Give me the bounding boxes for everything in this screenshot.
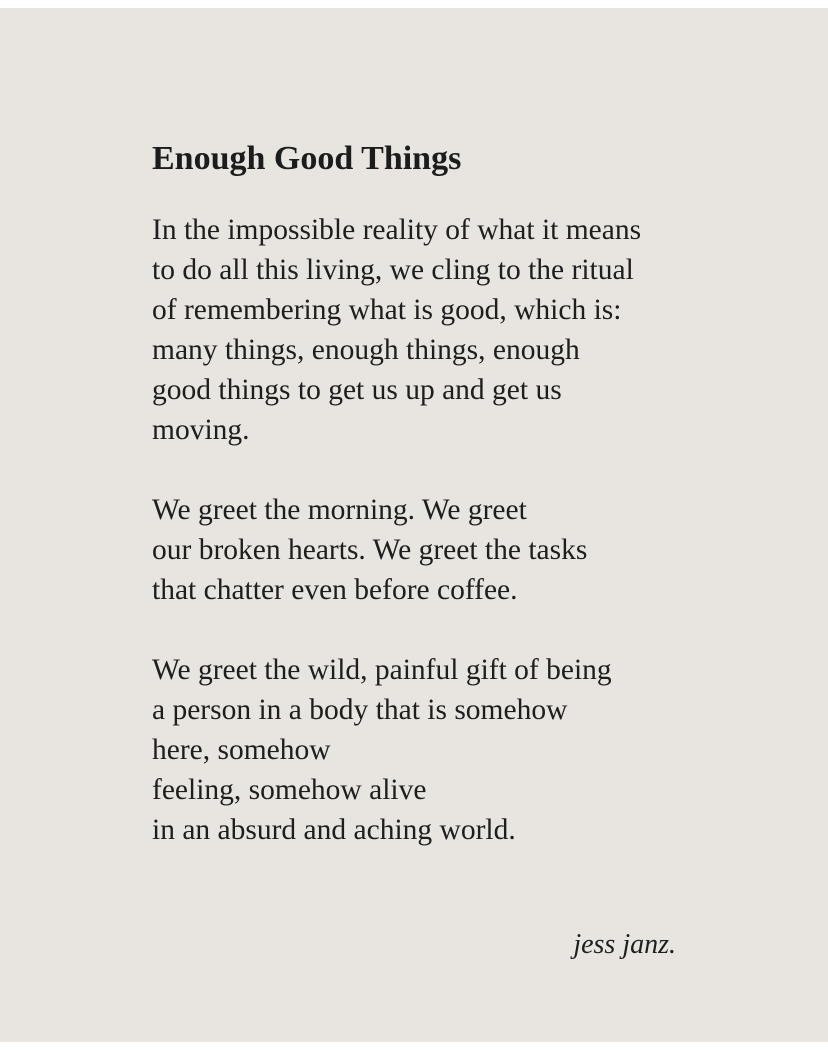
poem-card [0, 8, 828, 1042]
poem-line: our broken hearts. We greet the tasks [152, 534, 588, 566]
stanza-3 [152, 650, 772, 850]
poem-line: moving. [152, 414, 250, 446]
poem-title: Enough Good Things [152, 140, 462, 177]
author-signature: jess janz. [573, 929, 676, 960]
poem-line: in an absurd and aching world. [152, 814, 516, 846]
poem-body [152, 210, 772, 850]
poem-line: a person in a body that is somehow [152, 694, 568, 726]
poem-line: feeling, somehow alive [152, 774, 427, 806]
stanza-1 [152, 210, 772, 450]
poem-line: of remembering what is good, which is: [152, 294, 622, 326]
poem-line: many things, enough things, enough [152, 334, 580, 366]
stanza-2 [152, 490, 772, 610]
poem-line: We greet the morning. We greet [152, 494, 527, 526]
poem-line: here, somehow [152, 734, 331, 766]
poem-line: to do all this living, we cling to the ritual [152, 254, 634, 286]
poem-line: We greet the wild, painful gift of being [152, 654, 612, 686]
poem-line: that chatter even before coffee. [152, 574, 518, 606]
poem-line: good things to get us up and get us [152, 374, 562, 406]
poem-line: In the impossible reality of what it means [152, 214, 642, 246]
